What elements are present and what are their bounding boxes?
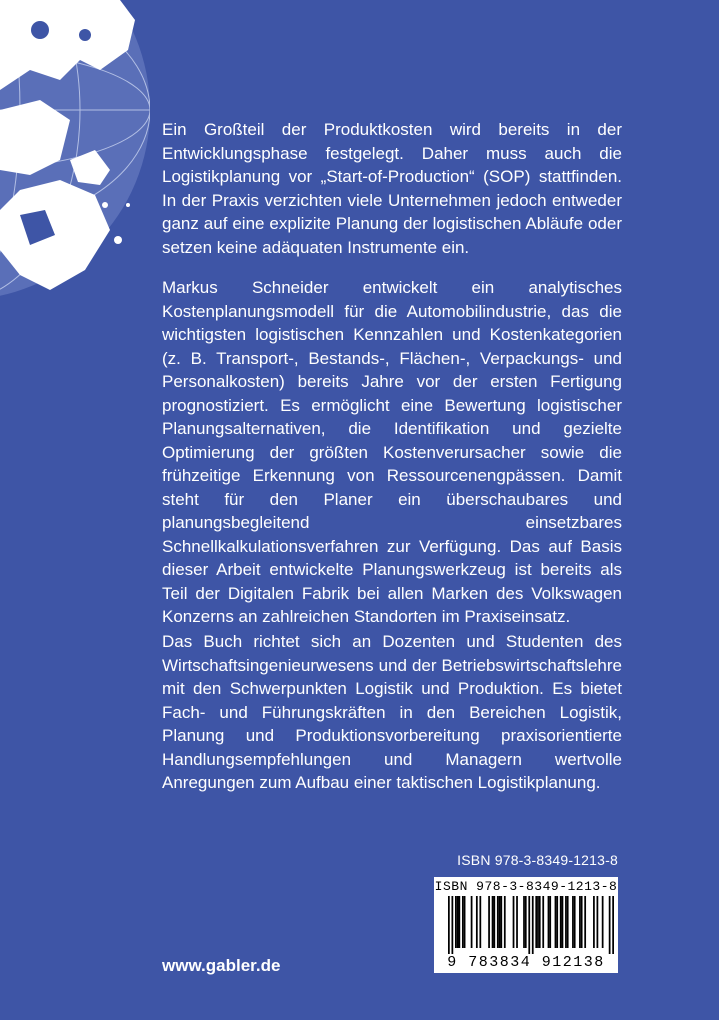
- barcode-bar: [448, 896, 450, 954]
- barcode-bar: [535, 896, 537, 948]
- barcode-bar: [539, 896, 541, 948]
- barcode-bar: [542, 896, 544, 948]
- barcode-bar: [457, 896, 459, 948]
- barcode-digits: 9 783834 912138: [447, 954, 605, 971]
- barcode-bar: [556, 896, 558, 948]
- barcode-bar: [567, 896, 569, 948]
- barcode-bar: [602, 896, 604, 948]
- globe-illustration: [0, 0, 150, 300]
- barcode-bar: [532, 896, 534, 954]
- barcode-bar: [593, 896, 595, 948]
- barcode-bar: [549, 896, 551, 948]
- barcode-bar: [471, 896, 473, 948]
- barcode-bar: [516, 896, 518, 948]
- barcode-bar: [548, 896, 550, 948]
- barcode-bar: [562, 896, 564, 948]
- barcode-bar: [523, 896, 525, 948]
- barcode-bar: [528, 896, 530, 954]
- description-paragraph-3: [162, 630, 622, 795]
- barcode-bar: [488, 896, 490, 948]
- barcode-bar: [458, 896, 460, 948]
- barcode-bar: [555, 896, 557, 948]
- barcode: [434, 877, 618, 973]
- paragraph-text: Markus Schneider entwickelt ein analytisches Kostenplanungsmodell für die Automobilindustrie, das die wichtigsten logistischen Kennzahlen und Kostenkategorien (z. B. Transport-, Bestands-, Flächen-, Verpackungs- und Personalkosten) bereits Jahre vor der ersten Fertigung prognostiziert. Es ermöglicht eine Bewertung logistischer Planungsalternativen, die Identifikation und gezielte Optimierung der größten Kostenverursacher sowie die frühzeitige Erkennung von Ressourcenengpässen. Damit steht für den Planer ein überschaubares und planungsbegleitend einsetzbares Schnellkalkulationsverfahren zur Verfügung. Das auf Basis dieser Arbeit entwickelte Planungswerkzeug ist bereits als Teil der Digitalen Fabrik bei allen Marken des Volkswagen Konzerns an zahlreichen Standorten im Praxiseinsatz.: [162, 278, 622, 626]
- barcode-bar: [499, 896, 501, 948]
- barcode-bar: [612, 896, 614, 954]
- barcode-bar: [597, 896, 599, 948]
- barcode-bar: [492, 896, 494, 948]
- barcode-bar: [581, 896, 583, 948]
- barcode-bar: [462, 896, 464, 948]
- barcode-bar: [579, 896, 581, 948]
- barcode-bar: [584, 896, 586, 948]
- barcode-bar: [537, 896, 539, 948]
- publisher-website: www.gabler.de: [162, 956, 281, 975]
- barcode-bar: [513, 896, 515, 948]
- barcode-bar: [609, 896, 611, 954]
- barcode-bar: [455, 896, 457, 948]
- description-paragraph-1: [162, 118, 622, 259]
- barcode-bar: [500, 896, 502, 948]
- barcode-bar: [572, 896, 574, 948]
- barcode-bar: [525, 896, 527, 948]
- barcode-isbn-label: ISBN 978-3-8349-1213-8: [434, 879, 618, 894]
- barcode-bar: [497, 896, 499, 948]
- barcode-bar: [476, 896, 478, 948]
- paragraph-text: Das Buch richtet sich an Dozenten und Studenten des Wirtschaftsingenieurwesens und der Betriebswirtschaftslehre mit den Schwerpunkten Logistik und Produktion. Es bietet Fach- und Führungskräften in den Bereichen Logistik, Planung und Produktionsvorbereitung praxisorientierte Handlungsempfehlungen und Managern wertvolle Anregungen zum Aufbau einer taktischen Logistikplanung.: [162, 632, 622, 792]
- isbn-label: ISBN 978-3-8349-1213-8: [457, 852, 618, 868]
- barcode-bar: [574, 896, 576, 948]
- description-paragraph-2: [162, 276, 622, 629]
- barcode-bar: [464, 896, 466, 948]
- barcode-bar: [560, 896, 562, 948]
- paragraph-text: Ein Großteil der Produktkosten wird bereits in der Entwicklungsphase festgelegt. Daher muss auch die Logistikplanung vor „Start-of-Production“ (SOP) stattfinden. In der Praxis verzichten viele Unternehmen jedoch entweder ganz auf eine explizite Planung der logistischen Abläufe oder setzen keine adäquaten Instrumente ein.: [162, 120, 622, 257]
- barcode-bar: [565, 896, 567, 948]
- barcode-bars: [448, 896, 614, 954]
- barcode-bar: [451, 896, 453, 954]
- barcode-bar: [493, 896, 495, 948]
- barcode-bar: [504, 896, 506, 948]
- barcode-bar: [479, 896, 481, 948]
